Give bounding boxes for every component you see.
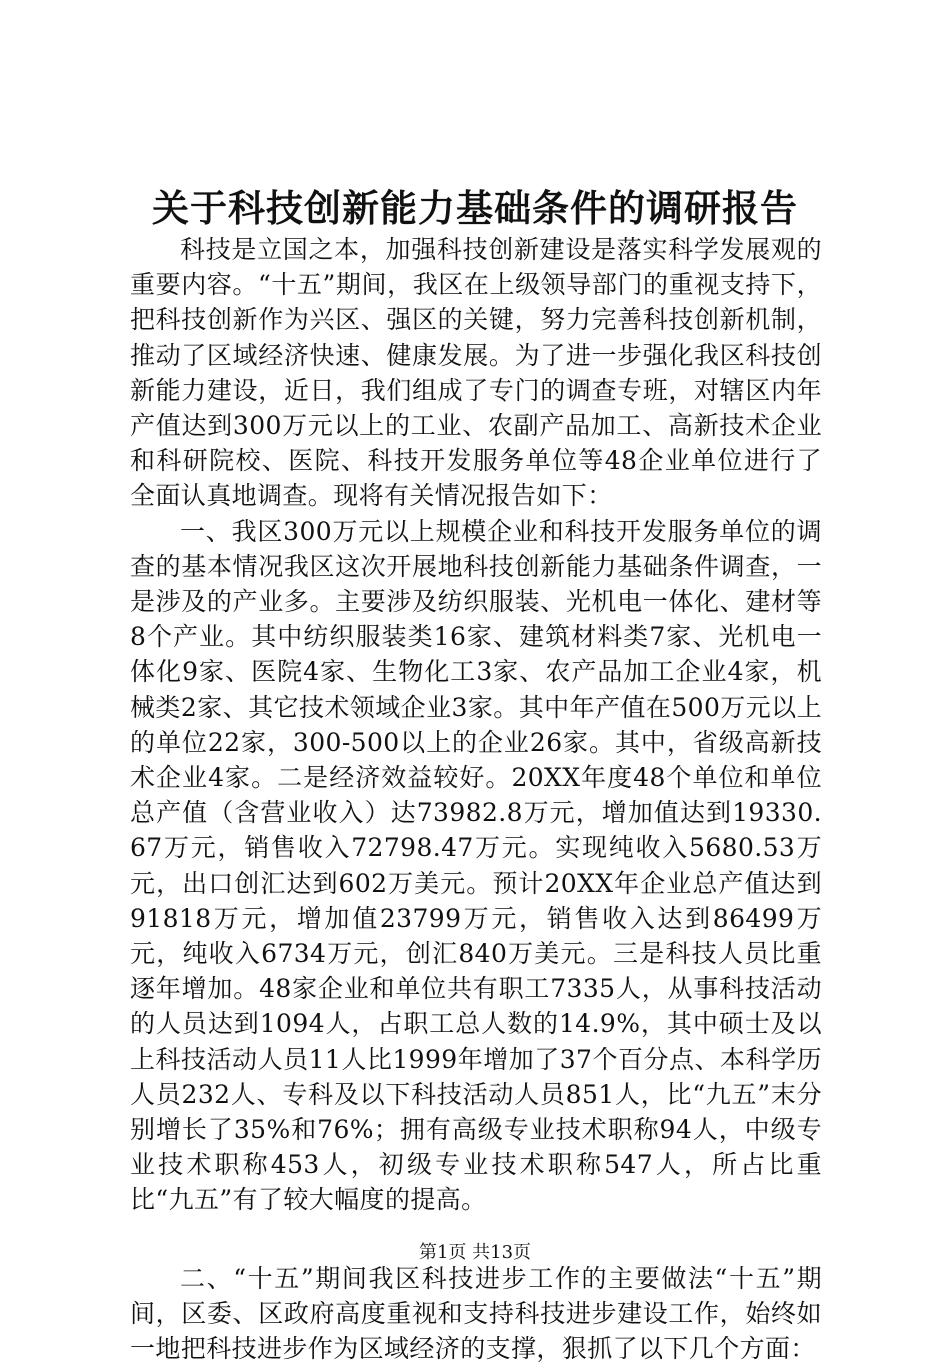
page-number-footer: 第1页 共13页 (418, 1242, 532, 1263)
document-body (130, 232, 822, 1366)
document-title: 关于科技创新能力基础条件的调研报告 (152, 186, 798, 230)
paragraph-section-one: 一、我区300万元以上规模企业和科技开发服务单位的调查的基本情况我区这次开展地科技创新能力基础条件调查，一是涉及的产业多。主要涉及纺织服装、光机电一体化、建材等8个产业。其中纺织服装类16家、建筑材料类7家、光机电一体化9家、医院4家、生物化工3家、农产品加工企业4家，机械类2家、其它技术领域企业3家。其中年产值在500万元以上的单位22家，300-500以上的企业26家。其中，省级高新技术企业4家。二是经济效益较好。20XX年度48个单位和单位总产值（含营业收入）达73982.8万元，增加值达到19330.67万元，销售收入72798.47万元。实现纯收入5680.53万元，出口创汇达到602万美元。预计20XX年企业总产值达到91818万元，增加值23799万元，销售收入达到86499万元，纯收入6734万元，创汇840万美元。三是科技人员比重逐年增加。48家企业和单位共有职工7335人，从事科技活动的人员达到1094人，占职工总人数的14.9%，其中硕士及以上科技活动人员11人比1999年增加了37个百分点、本科学历人员232人、专科及以下科技活动人员851人，比“九五”末分别增长了35%和76%；拥有高级专业技术职称94人，中级专业技术职称453人，初级专业技术职称547人，所占比重比“九五”有了较大幅度的提高。 (130, 516, 822, 1215)
paragraph-section-two: 二、“十五”期间我区科技进步工作的主要做法“十五”期间，区委、区政府高度重视和支持科技进步建设工作，始终如一地把科技进步作为区域经济的支撑，狠抓了以下几个方面： (130, 1263, 822, 1364)
paragraph-intro: 科技是立国之本，加强科技创新建设是落实科学发展观的重要内容。“十五”期间，我区在上级领导部门的重视支持下，把科技创新作为兴区、强区的关键，努力完善科技创新机制，推动了区域经济快速、健康发展。为了进一步强化我区科技创新能力建设，近日，我们组成了专门的调查专班，对辖区内年产值达到300万元以上的工业、农副产品加工、高新技术企业和科研院校、医院、科技开发服务单位等48企业单位进行了全面认真地调查。现将有关情况报告如下： (130, 235, 822, 511)
